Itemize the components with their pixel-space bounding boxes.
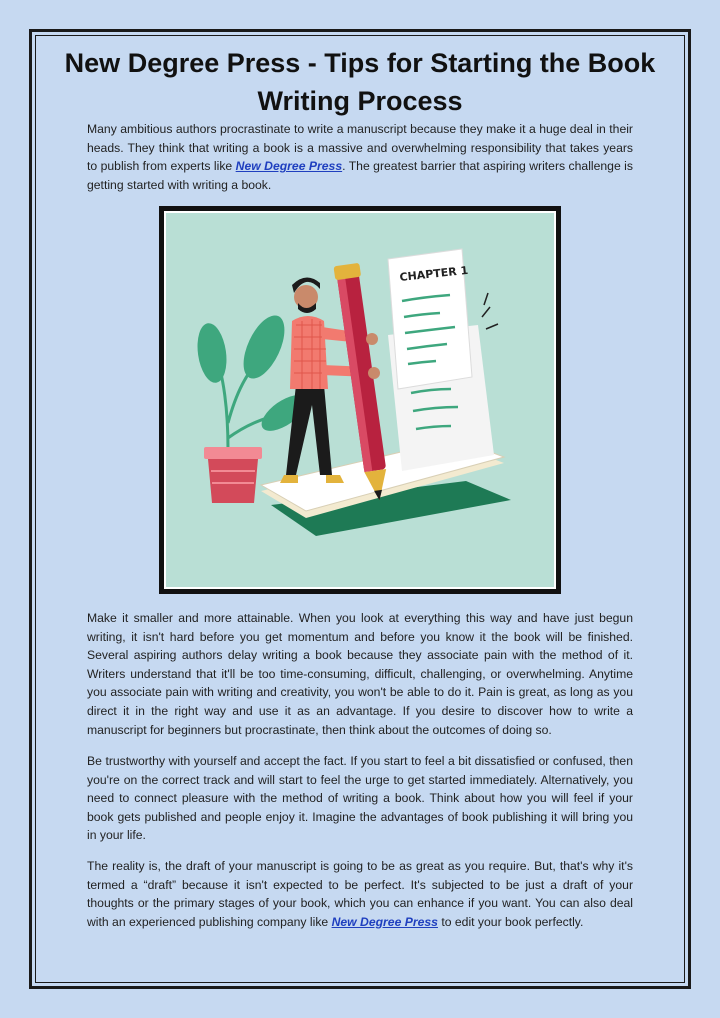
new-degree-press-link-2[interactable]: New Degree Press (331, 914, 438, 929)
paragraph-4-before: The reality is, the draft of your manuscript is going to be as great as you require. But, that's why it's termed a “draft” because it isn't expected to be perfect. It's subjected to be just a draft of your thoughts or the primary stages of your book, which you can enhance if you want. You can also deal with an experienced publishing company like (87, 859, 633, 929)
writer-illustration (166, 213, 554, 587)
intro-text-after: . The greatest barrier that aspiring writers challenge is getting started with writing a book. (87, 159, 633, 192)
document-title: New Degree Press - Tips for Starting the Book Writing Process (64, 48, 656, 116)
person-shirt (290, 316, 328, 389)
paragraph-4 (87, 857, 633, 931)
plant-leaf-1 (194, 321, 230, 384)
plant-pot (208, 459, 258, 503)
person-hand-top (366, 333, 378, 345)
chapter-illustration (159, 206, 561, 594)
person-hand-bottom (368, 367, 380, 379)
chapter-heading: CHAPTER 1 (398, 263, 469, 284)
paragraph-2: Make it smaller and more attainable. When you look at everything this way and have just begun writing, it isn't hard before you get momentum and before you know it the book will be finished. Several aspiring authors delay writing a book because they associate pain with the method of it. Writers understand that it'll be too time-consuming, difficult, challenging, or overwhelming. Anytime you associate pain with writing and creativity, you won't be able to do it. Pain is great, as long as you direct it in the right way and use it as an advantage. If you desire to discover how to write a manuscript for beginners but procrastinate, then think about the outcomes of doing so. (87, 611, 633, 737)
intro-paragraph (87, 120, 633, 194)
plant-leaf-2 (235, 309, 293, 384)
intro-text-before: Many ambitious authors procrastinate to write a manuscript because they make it a huge deal in their heads. They think that writing a book is a massive and overwhelming responsibility that takes years to publish from experts like (87, 122, 633, 174)
pot-rim (204, 447, 262, 459)
new-degree-press-link[interactable]: New Degree Press (235, 159, 343, 174)
sparkle-marks (482, 293, 498, 329)
paragraph-4-after: to edit your book perfectly. (437, 914, 584, 929)
paragraph-3: Be trustworthy with yourself and accept the fact. If you start to feel a bit dissatisfied or confused, then you're on the correct track and will start to feel the urge to get started immediately. Alternatively, you need to connect pleasure with the method of writing a book. Think about how you will feel if your book gets published and people enjoy it. Imagine the advantages of book publishing it will bring you in your life. (87, 754, 633, 843)
